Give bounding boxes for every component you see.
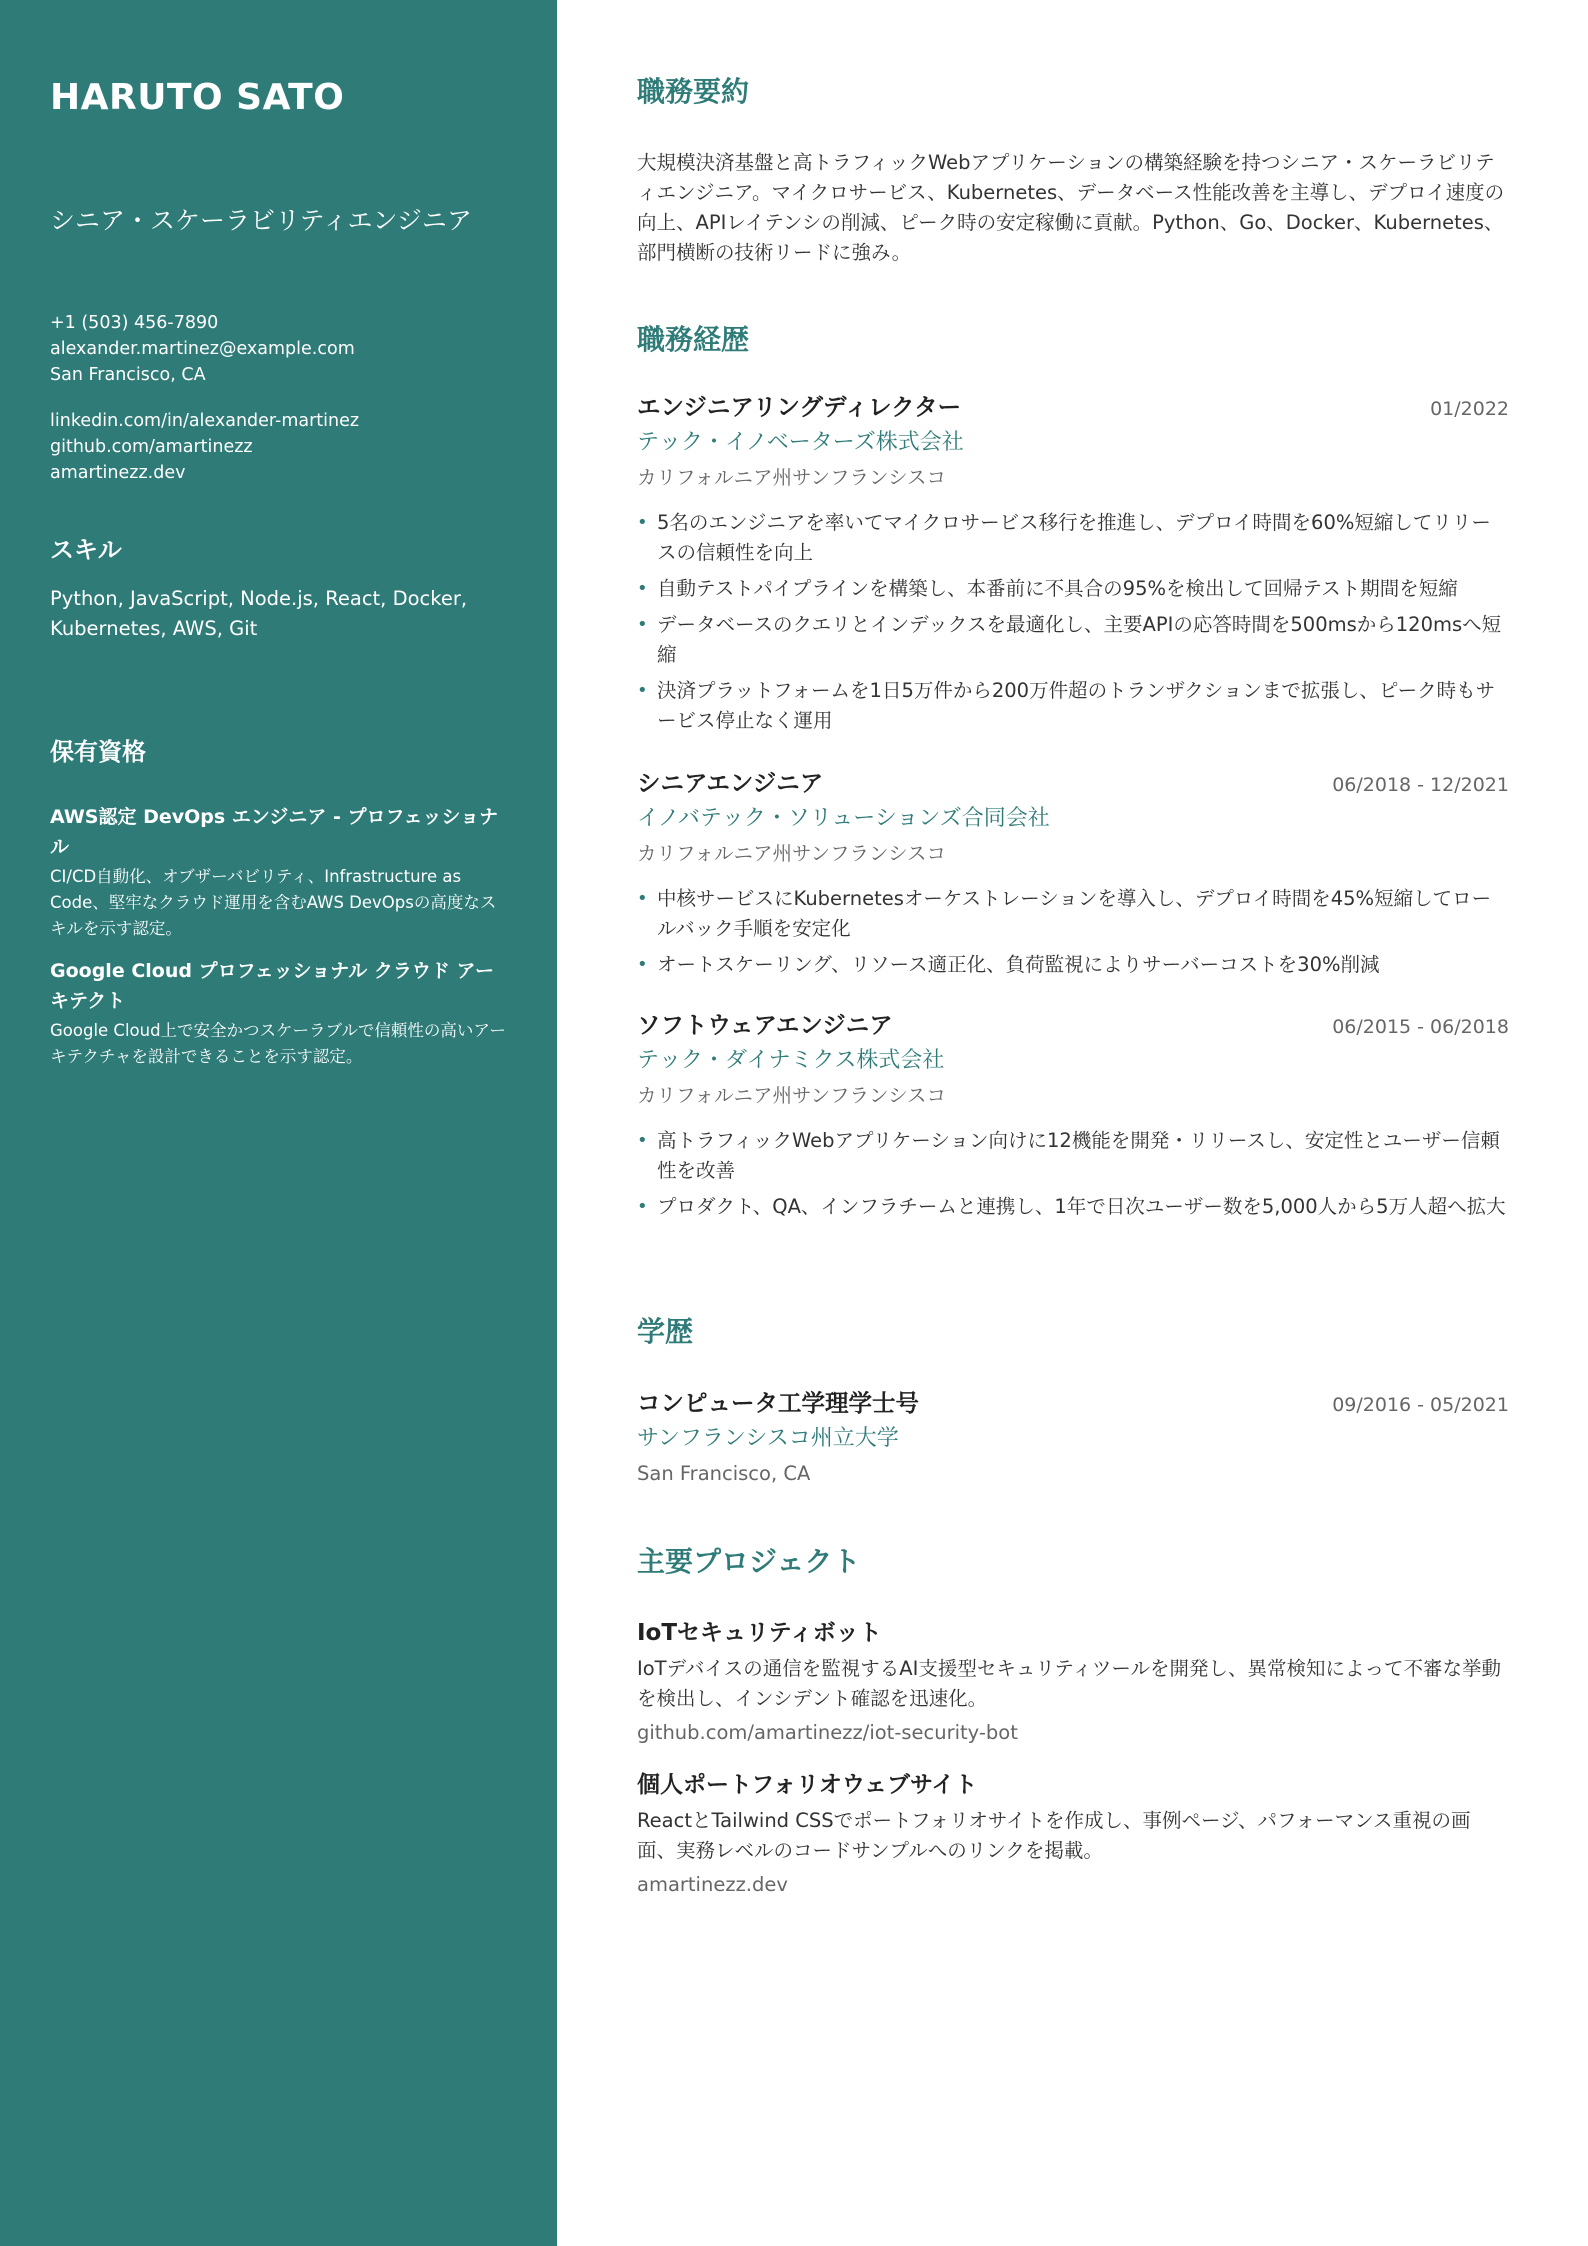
list-item: • 5名のエンジニアを率いてマイクロサービス移行を推進し、デプロイ時間を60%短縮してリリースの信頼性を向上 — [637, 508, 1509, 568]
project-link[interactable]: amartinezz.dev — [637, 1873, 788, 1896]
job-date: 01/2022 — [1430, 398, 1509, 420]
project-description: ReactとTailwind CSSでポートフォリオサイトを作成し、事例ページ、パフォーマンス重視の画面、実務レベルのコードサンプルへのリンクを掲載。 — [637, 1809, 1471, 1862]
summary-heading: 職務要約 — [637, 75, 750, 108]
job-entry — [637, 390, 1509, 742]
sidebar — [0, 0, 557, 2246]
bullet-icon: • — [637, 614, 648, 635]
job-title: シニアエンジニア — [637, 769, 824, 797]
github-link[interactable]: github.com/amartinezz — [50, 437, 253, 457]
job-company: テック・イノベーターズ株式会社 — [637, 430, 964, 455]
education-date: 09/2016 - 05/2021 — [1332, 1394, 1509, 1416]
job-title: ソフトウェアエンジニア — [637, 1011, 893, 1039]
project-link[interactable]: github.com/amartinezz/iot-security-bot — [637, 1721, 1018, 1744]
education-entry — [637, 1386, 1509, 1490]
job-location: カリフォルニア州サンフランシスコ — [637, 842, 946, 865]
skills-heading: スキル — [50, 536, 122, 564]
bullet-icon: • — [637, 680, 648, 701]
contact-phone[interactable]: +1 (503) 456-7890 — [50, 313, 219, 333]
job-bullets — [637, 508, 1509, 736]
list-item: • 決済プラットフォームを1日5万件から200万件超のトランザクションまで拡張し、ピーク時もサービス停止なく運用 — [637, 676, 1509, 736]
bullet-icon: • — [637, 888, 648, 909]
certification-name: Google Cloud プロフェッショナル クラウド アーキテクト — [50, 960, 494, 1012]
education-heading: 学歴 — [637, 1315, 694, 1348]
summary-text: 大規模決済基盤と高トラフィックWebアプリケーションの構築経験を持つシニア・スケーラビリティエンジニア。マイクロサービス、Kubernetes、データベース性能改善を主導し、デプロイ速度の向上、APIレイテンシの削減、ピーク時の安定稼働に貢献。Python、Go、Docker、Kubernetes、部門横断の技術リードに強み。 — [637, 151, 1505, 264]
projects-heading: 主要プロジェクト — [637, 1545, 861, 1578]
job-location: カリフォルニア州サンフランシスコ — [637, 466, 946, 489]
bullet-icon: • — [637, 1196, 648, 1217]
bullet-icon: • — [637, 1130, 648, 1151]
list-item: • データベースのクエリとインデックスを最適化し、主要APIの応答時間を500msから120msへ短縮 — [637, 610, 1509, 670]
job-title: エンジニアリングディレクター — [637, 393, 962, 421]
website-link[interactable]: amartinezz.dev — [50, 463, 186, 483]
candidate-name: HARUTO SATO — [50, 77, 345, 118]
linkedin-link[interactable]: linkedin.com/in/alexander-martinez — [50, 411, 360, 431]
candidate-role: シニア・スケーラビリティエンジニア — [50, 206, 472, 235]
school-location: San Francisco, CA — [637, 1462, 811, 1485]
job-entry — [637, 1008, 1509, 1228]
job-date: 06/2015 - 06/2018 — [1332, 1016, 1509, 1038]
list-item: • 高トラフィックWebアプリケーション向けに12機能を開発・リリースし、安定性とユーザー信頼性を改善 — [637, 1126, 1509, 1186]
job-company: テック・ダイナミクス株式会社 — [637, 1048, 945, 1073]
job-bullets — [637, 884, 1509, 980]
project-entry — [637, 1616, 1509, 1748]
job-bullets — [637, 1126, 1509, 1222]
project-entry — [637, 1768, 1509, 1900]
skills-list: Python, JavaScript, Node.js, React, Docker, Kubernetes, AWS, Git — [50, 587, 468, 640]
bullet-icon: • — [637, 512, 648, 533]
certification-name: AWS認定 DevOps エンジニア - プロフェッショナル — [50, 806, 499, 858]
job-entry — [637, 766, 1509, 986]
certification-item — [50, 956, 507, 1070]
school-name: サンフランシスコ州立大学 — [637, 1426, 899, 1451]
project-title: IoTセキュリティボット — [637, 1620, 882, 1646]
project-title: 個人ポートフォリオウェブサイト — [637, 1772, 978, 1798]
contact-email[interactable]: alexander.martinez@example.com — [50, 339, 355, 359]
certification-description: Google Cloud上で安全かつスケーラブルで信頼性の高いアーキテクチャを設計できることを示す認定。 — [50, 1021, 506, 1066]
job-location: カリフォルニア州サンフランシスコ — [637, 1084, 946, 1107]
project-description: IoTデバイスの通信を監視するAI支援型セキュリティツールを開発し、異常検知によって不審な挙動を検出し、インシデント確認を迅速化。 — [637, 1657, 1501, 1710]
contact-info — [50, 310, 507, 486]
job-date: 06/2018 - 12/2021 — [1332, 774, 1509, 796]
list-item: • オートスケーリング、リソース適正化、負荷監視によりサーバーコストを30%削減 — [637, 950, 1509, 980]
bullet-icon: • — [637, 578, 648, 599]
degree-title: コンピュータ工学理学士号 — [637, 1389, 919, 1417]
certification-item — [50, 802, 507, 942]
job-company: イノバテック・ソリューションズ合同会社 — [637, 806, 1050, 831]
bullet-icon: • — [637, 954, 648, 975]
contact-location: San Francisco, CA — [50, 365, 206, 385]
certifications-heading: 保有資格 — [50, 738, 146, 766]
list-item: • 中核サービスにKubernetesオーケストレーションを導入し、デプロイ時間を45%短縮してロールバック手順を安定化 — [637, 884, 1509, 944]
experience-heading: 職務経歴 — [637, 323, 750, 356]
list-item: • プロダクト、QA、インフラチームと連携し、1年で日次ユーザー数を5,000人から5万人超へ拡大 — [637, 1192, 1509, 1222]
certification-description: CI/CD自動化、オブザーバビリティ、Infrastructure as Code、堅牢なクラウド運用を含むAWS DevOpsの高度なスキルを示す認定。 — [50, 867, 497, 938]
list-item: • 自動テストパイプラインを構築し、本番前に不具合の95%を検出して回帰テスト期間を短縮 — [637, 574, 1509, 604]
